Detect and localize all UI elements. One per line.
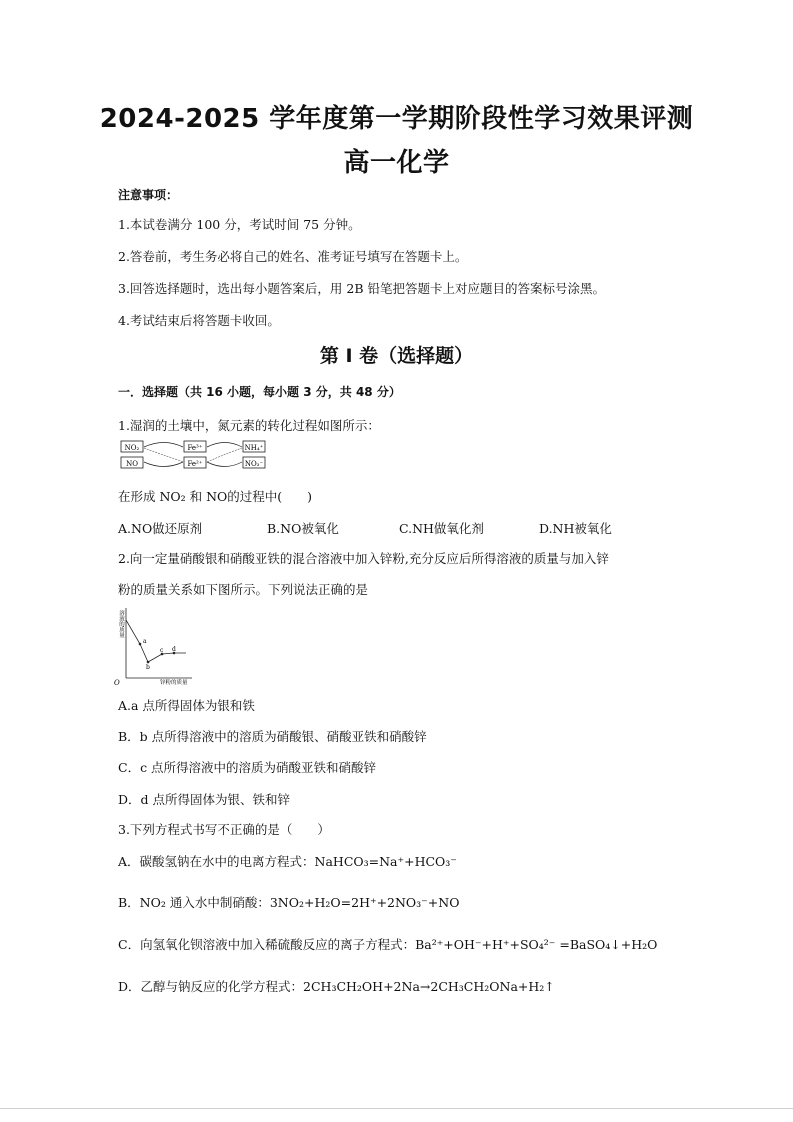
graph-label-b: b bbox=[146, 664, 150, 671]
diagram-label-nh4: NH₄⁺ bbox=[244, 444, 264, 452]
q2-option-d: D．d 点所得固体为银、铁和锌 bbox=[118, 792, 290, 807]
q2-option-c: C．c 点所得溶液中的溶质为硝酸亚铁和硝酸锌 bbox=[118, 760, 377, 775]
q3-option-b: B．NO₂ 通入水中制硝酸：3NO₂+H₂O=2H⁺+2NO₃⁻+NO bbox=[118, 895, 460, 910]
part-title: 一．选择题（共 16 小题，每小题 3 分，共 48 分） bbox=[118, 385, 401, 399]
graph-origin: O bbox=[114, 679, 120, 686]
graph-x-label: 锌粉的质量 bbox=[160, 680, 188, 686]
q3-stem: 3.下列方程式书写不正确的是（ ） bbox=[118, 822, 330, 837]
graph-label-d: d bbox=[172, 646, 176, 653]
graph-label-c: c bbox=[160, 647, 164, 654]
graph-y-label: 溶液的质量 bbox=[118, 610, 124, 638]
diagram-label-fe3: Fe³⁺ bbox=[187, 444, 203, 452]
graph-point-b bbox=[147, 661, 150, 664]
nitrogen-cycle-diagram bbox=[120, 438, 270, 472]
q2-stem-line2: 粉的质量关系如下图所示。下列说法正确的是 bbox=[118, 582, 369, 597]
diagram-label-no2: NO₂ bbox=[124, 444, 140, 452]
q1-option-d: D.NH被氧化 bbox=[539, 521, 612, 536]
q3-option-d: D．乙醇与钠反应的化学方程式：2CH₃CH₂OH+2Na→2CH₃CH₂ONa+H₂↑ bbox=[118, 979, 555, 994]
diagram-label-fe2: Fe²⁺ bbox=[187, 460, 203, 468]
q2-option-b: B．b 点所得溶液中的溶质为硝酸银、硝酸亚铁和硝酸锌 bbox=[118, 729, 427, 744]
note-item-1: 1.本试卷满分 100 分，考试时间 75 分钟。 bbox=[118, 217, 361, 232]
q1-option-b: B.NO被氧化 bbox=[267, 521, 339, 536]
diagram-label-no: NO bbox=[126, 460, 138, 468]
note-item-2: 2.答卷前，考生务必将自己的姓名、准考证号填写在答题卡上。 bbox=[118, 249, 468, 264]
q2-stem-line1: 2.向一定量硝酸银和硝酸亚铁的混合溶液中加入锌粉,充分反应后所得溶液的质量与加入锌 bbox=[118, 551, 609, 566]
volume-title: 第 I 卷（选择题） bbox=[319, 345, 474, 367]
notes-heading: 注意事项： bbox=[118, 188, 179, 202]
subject-title: 高一化学 bbox=[343, 148, 450, 178]
zinc-mass-graph bbox=[112, 604, 198, 686]
graph-point-a bbox=[139, 643, 142, 646]
note-item-4: 4.考试结束后将答题卡收回。 bbox=[118, 313, 280, 328]
q3-option-c: C．向氢氧化钡溶液中加入稀硫酸反应的离子方程式：Ba²⁺+OH⁻+H⁺+SO₄²⁻ =BaSO₄↓+H₂O bbox=[118, 937, 658, 952]
note-item-3: 3.回答选择题时，选出每小题答案后，用 2B 铅笔把答题卡上对应题目的答案标号涂黑。 bbox=[118, 281, 606, 296]
diagram-label-no3: NO₃⁻ bbox=[244, 460, 264, 468]
q1-option-c: C.NH做氧化剂 bbox=[399, 521, 484, 536]
q2-option-a: A.a 点所得固体为银和铁 bbox=[118, 698, 255, 713]
page-bottom-divider bbox=[0, 1108, 793, 1109]
graph-label-a: a bbox=[143, 638, 147, 645]
q1-option-a: A.NO做还原剂 bbox=[118, 521, 203, 536]
q1-sub-stem: 在形成 NO₂ 和 NO的过程中( ) bbox=[118, 489, 313, 504]
q3-option-a: A．碳酸氢钠在水中的电离方程式：NaHCO₃=Na⁺+HCO₃⁻ bbox=[118, 854, 457, 869]
exam-title: 2024-2025 学年度第一学期阶段性学习效果评测 bbox=[99, 104, 694, 134]
q1-stem: 1.湿润的土壤中，氮元素的转化过程如图所示： bbox=[118, 418, 380, 433]
